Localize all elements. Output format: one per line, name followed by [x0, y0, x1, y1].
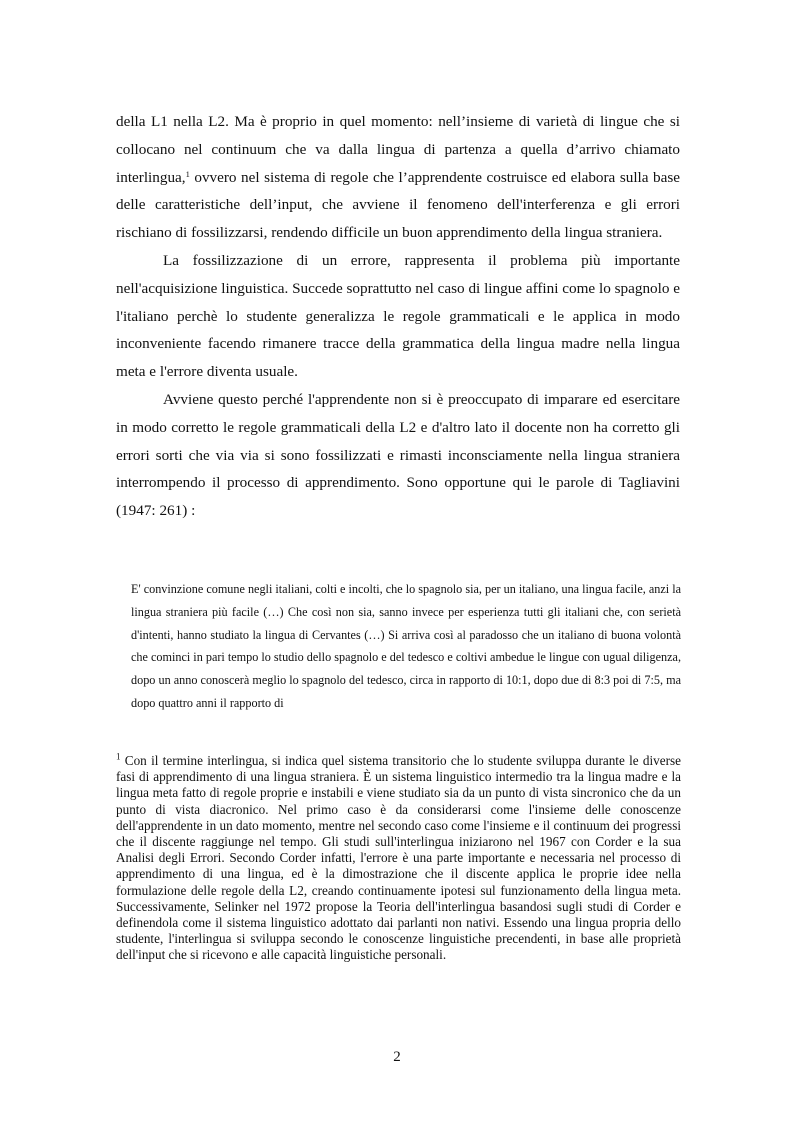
page-number: 2 — [393, 1049, 401, 1065]
footnote — [116, 753, 681, 964]
paragraph-3: Avviene questo perché l'apprendente non si è preoccupato di imparare ed esercitare in modo corretto le regole grammaticali della L2 e d'altro lato il docente non ha corretto gli errori sorti che via via si sono fossilizzati e rimasti inconsciamente nella lingua straniera interrompendo il processo di apprendimento. Sono opportune qui le parole di Tagliavini (1947: 261) : — [116, 390, 680, 520]
footnote-paragraph — [116, 753, 681, 964]
paragraph-1 — [116, 108, 680, 247]
footnote-text: Con il termine interlingua, si indica quel sistema transitorio che lo studente sviluppa durante le diverse fasi di apprendimento di una lingua straniera. È un sistema linguistico intermedio tra la lingua madre e la lingua meta fatto di regole proprie e instabili e viene studiato sia da un punto di vista sincronico che da un punto di vista diacronico. Nel primo caso è da considerarsi come l'insieme delle conoscenze dell'apprendente in un dato momento, mentre nel secondo caso come l'insieme e il continuum dei progressi che il discente raggiunge nel tempo. Gli studi sull'interlingua iniziarono nel 1967 con Corder e la sua Analisi degli Errori. Secondo Corder infatti, l'errore è una parte importante e necessaria nel processo di apprendimento di una lingua, ed è la dimostrazione che il discente applica le proprie idee nella formulazione delle regole della L2, creando continuamente ipotesi sul funzionamento della lingua meta. Successivamente, Selinker nel 1972 propose la Teoria dell'interlingua basandosi sugli studi di Corder e definendola come il sistema linguistico adottato dai parlanti non nativi. Essendo una lingua propria dello studente, l'interlingua si sviluppa secondo le conoscenze linguistiche precendenti, in base alle proprietà dell'input che si ricevono e alle capacità linguistiche personali. — [116, 753, 681, 963]
paragraph-1-text-start: della L1 nella L2. Ma è proprio in quel momento: nell’insieme di varietà di lingue che si collocano nel continuum che va dalla lingua di partenza a quella d’arrivo chiamato interlingua, — [116, 113, 680, 186]
paragraph-2: La fossilizzazione di un errore, rappresenta il problema più importante nell'acquisizione linguistica. Succede soprattutto nel caso di lingue affini come lo spagnolo e l'italiano perchè lo studente generalizza le regole grammaticali e le applica in modo inconveniente facendo rimanere tracce della grammatica della lingua madre nella lingua meta e l'errore diventa usuale. — [116, 251, 680, 381]
main-text — [116, 108, 680, 525]
block-quote — [131, 578, 681, 715]
paragraph-1-text-end: ovvero nel sistema di regole che l’apprendente costruisce ed elabora sulla base delle caratteristiche dell’input, che avviene il fenomeno dell'interferenza e gli errori rischiano di fossilizzarsi, rendendo difficile un buon apprendimento della lingua straniera. — [116, 168, 680, 242]
block-quote-text: E' convinzione comune negli italiani, colti e incolti, che lo spagnolo sia, per un italiano, una lingua facile, anzi la lingua straniera più facile (…) Che così non sia, sanno invece per esperienza tutti gli italiani che, con serietà d'intenti, hanno studiato la lingua di Cervantes (…) Si arriva così al paradosso che un italiano di buona volontà che cominci in pari tempo lo studio dello spagnolo e del tedesco e coltivi ambedue le lingue con ugual diligenza, dopo un anno conoscerà meglio lo spagnolo del tedesco, circa in rapporto di 10:1, dopo due di 8:3 poi di 7:5, ma dopo quattro anni il rapporto di — [131, 582, 681, 710]
footnote-reference[interactable]: 1 — [185, 168, 190, 179]
footnote-number: 1 — [116, 751, 121, 762]
